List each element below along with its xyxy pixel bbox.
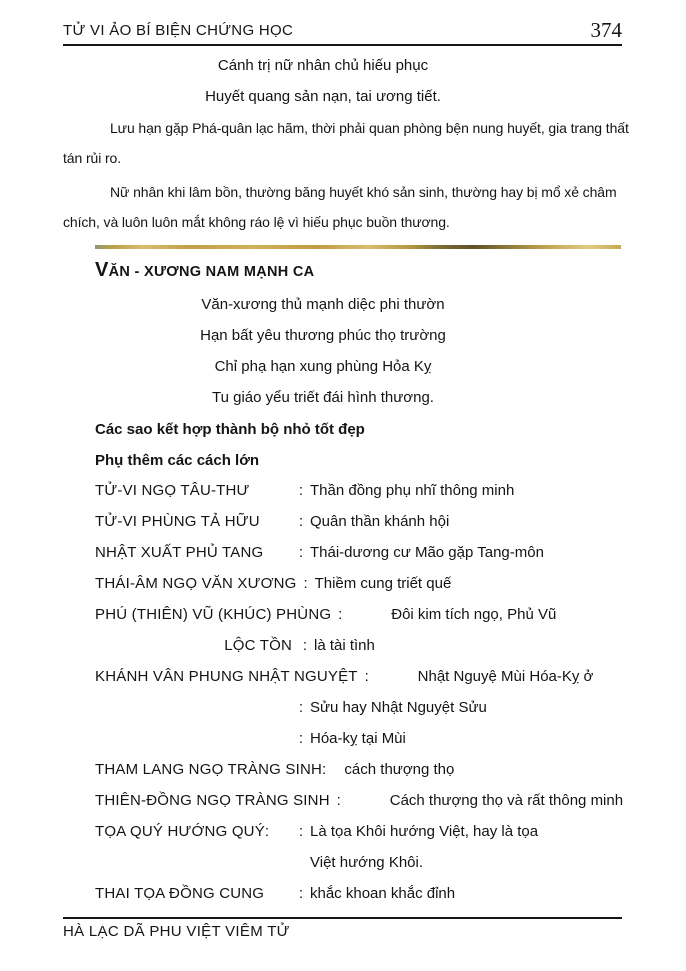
paragraph: [63, 113, 629, 173]
definition-text: Là tọa Khôi hướng Việt, hay là tọa: [310, 823, 539, 840]
section-divider: [95, 245, 621, 249]
term-label: THIÊN-ĐỒNG NGỌ TRÀNG SINH: [95, 792, 330, 809]
term-definition-row: [95, 698, 656, 717]
colon-separator: :: [302, 637, 308, 654]
footer-text: HÀ LẠC DÃ PHU VIỆT VIÊM TỬ: [63, 923, 290, 940]
definition-text: Thần đồng phụ nhĩ thông minh: [310, 482, 515, 499]
colon-separator: :: [298, 885, 304, 902]
definition-text: Cách thượng thọ và rất thông minh: [389, 792, 624, 809]
term-definition-row: [95, 729, 656, 748]
term-label: [95, 698, 292, 717]
term-definition-row: [95, 574, 656, 593]
colon-separator: :: [298, 823, 304, 840]
paragraph-line: Lưu hạn gặp Phá-quân lạc hãm, thời phải quan phòng bện nung huyết, gia trang thất: [110, 120, 629, 136]
page-header: [63, 20, 622, 46]
subheadings-block: [95, 421, 365, 483]
intro-verse-block: [63, 57, 583, 119]
definition-text: cách thượng thọ: [344, 761, 455, 778]
term-label: [95, 853, 292, 872]
definition-text: Thái-dương cư Mão gặp Tang-môn: [310, 544, 544, 561]
paragraph-line: chích, và luôn luôn mắt không ráo lệ vì hiếu phục buồn thương.: [63, 214, 450, 230]
term-definition-row: [95, 822, 656, 841]
term-definition-row: [95, 543, 656, 562]
term-label: THÁI-ÂM NGỌ VĂN XƯƠNG: [95, 575, 297, 592]
term-label: TỬ-VI PHÙNG TẢ HỮU: [95, 513, 260, 530]
term-label: TỌA QUÝ HƯỚNG QUÝ:: [95, 823, 270, 840]
paragraph-line: Nữ nhân khi lâm bồn, thường băng huyết khó sản sinh, thường hay bị mổ xẻ châm: [110, 184, 617, 200]
term-label: PHÚ (THIÊN) VŨ (KHÚC) PHÙNG: [95, 606, 332, 623]
section-title: [95, 258, 314, 284]
colon-separator: :: [298, 699, 304, 716]
term-definition-list: [95, 481, 656, 915]
definition-text: Việt hướng Khôi.: [310, 854, 424, 871]
paragraph: [63, 177, 622, 237]
subheading: Phụ thêm các cách lớn: [95, 452, 260, 469]
colon-separator: [326, 760, 344, 779]
term-label: KHÁNH VÂN PHUNG NHẬT NGUYỆT: [95, 668, 358, 685]
colon-separator: :: [338, 606, 343, 623]
term-definition-row: [95, 481, 656, 500]
body-paragraphs: [63, 113, 629, 237]
definition-text: Hóa-kỵ tại Mùi: [310, 730, 406, 747]
verse-line: Văn-xương thủ mạnh diệc phi thườn: [201, 296, 445, 313]
term-definition-row: [95, 636, 656, 655]
definition-text: Đôi kim tích ngọ, Phủ Vũ: [391, 606, 557, 623]
term-definition-row: [95, 884, 656, 903]
section-verse-block: [63, 296, 583, 420]
verse-line: Tu giáo yểu triết đái hình thương.: [212, 389, 434, 406]
section-title-rest: ĂN - XƯƠNG NAM MẠNH CA: [108, 264, 315, 280]
term-label: THAM LANG NGỌ TRÀNG SINH:: [95, 761, 327, 778]
verse-line: Hạn bất yêu thương phúc thọ trường: [200, 327, 446, 344]
term-definition-row: [95, 853, 656, 872]
definition-text: Sửu hay Nhật Nguyệt Sửu: [310, 699, 487, 716]
page-footer: [63, 917, 622, 941]
term-definition-row: [95, 760, 656, 779]
term-label: NHẬT XUẤT PHỦ TANG: [95, 544, 264, 561]
verse-line: Chỉ phạ hạn xung phùng Hỏa Kỵ: [214, 358, 432, 375]
colon-separator: :: [298, 730, 304, 747]
term-definition-row: [95, 605, 656, 624]
verse-line: Huyết quang sản nạn, tai ương tiết.: [205, 88, 441, 105]
term-label: THAI TỌA ĐỒNG CUNG: [95, 885, 265, 902]
colon-separator: :: [298, 513, 304, 530]
colon-separator: :: [336, 792, 341, 809]
colon-separator: :: [364, 668, 369, 685]
term-label: LỘC TỒN: [224, 637, 292, 654]
term-label: TỬ-VI NGỌ TÂU-THƯ: [95, 482, 250, 499]
verse-line: Cánh trị nữ nhân chủ hiếu phục: [217, 57, 429, 74]
subheading: Các sao kết hợp thành bộ nhỏ tốt đẹp: [95, 421, 365, 438]
colon-separator: :: [303, 575, 308, 592]
colon-separator: [292, 853, 310, 872]
term-definition-row: [95, 791, 656, 810]
colon-separator: :: [298, 544, 304, 561]
running-head: TỬ VI ẢO BÍ BIỆN CHỨNG HỌC: [63, 22, 294, 39]
section-title-initial: V: [95, 259, 109, 281]
paragraph-line: tán rủi ro.: [63, 150, 122, 166]
definition-text: Thiềm cung triết quế: [314, 575, 452, 592]
definition-text: là tài tình: [314, 637, 375, 654]
term-definition-row: [95, 667, 656, 686]
definition-text: Quân thần khánh hội: [310, 513, 450, 530]
term-label: [95, 729, 292, 748]
term-definition-row: [95, 512, 656, 531]
definition-text: Nhật Nguyệ Mùi Hóa-Kỵ ở: [417, 668, 594, 685]
page-number: 374: [590, 18, 622, 42]
colon-separator: :: [298, 482, 304, 499]
definition-text: khắc khoan khắc đỉnh: [310, 885, 456, 902]
